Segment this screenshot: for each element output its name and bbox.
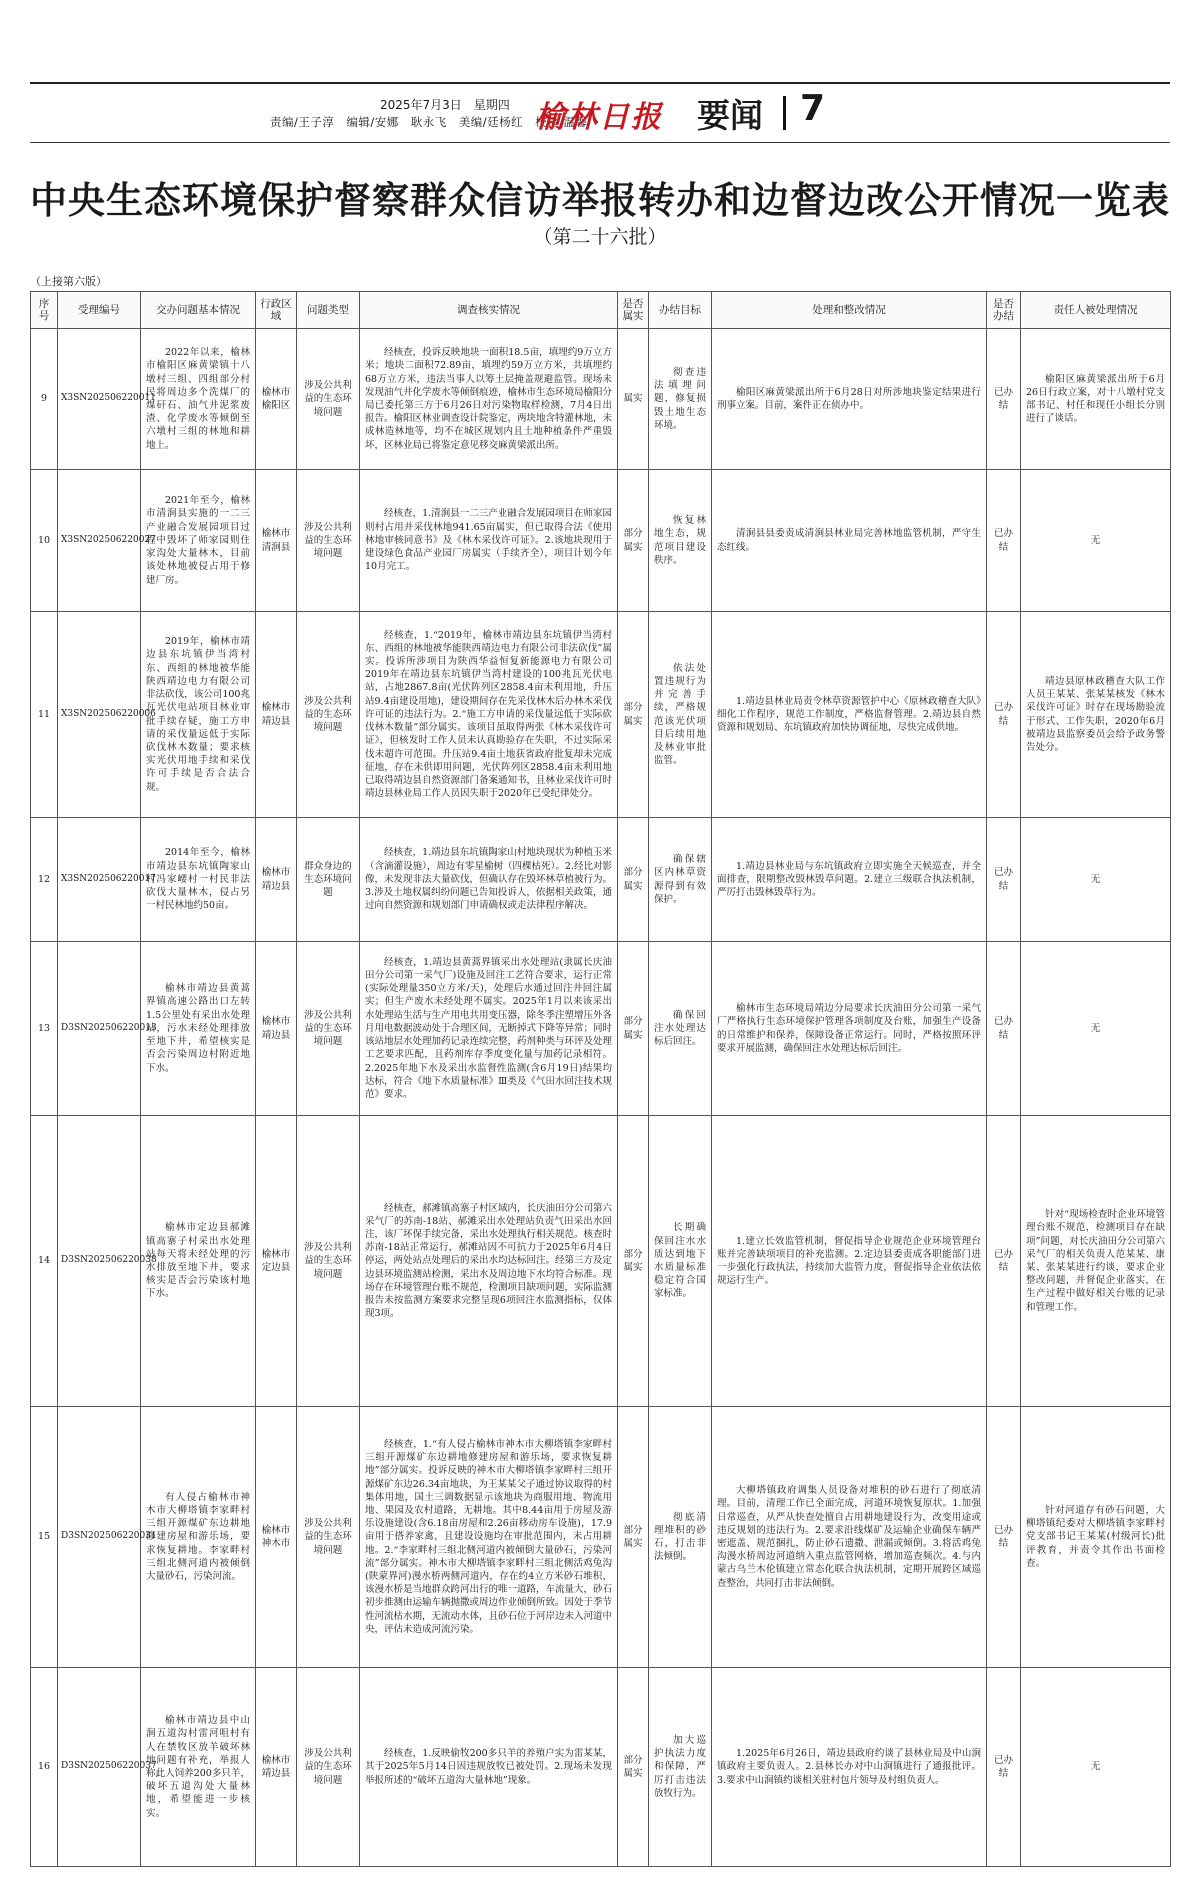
- cell-investigation: 经核查，郝滩镇高寨子村区域内，长庆油田分公司第六采气厂的苏南-18站、郝滩采出水处理站负责气田采出水回注，该厂坏保手续完备，采出水处理执行相关规范。核查时苏南-18站正常运行，郝滩站因不可抗力于2025年6月4日停运，两处站点处理后的采出水均达标回注。经第三方及定边县环境监测站检测，采出水及周边地下水均符合标准。现场存在环境管理台账不规范，检测项目缺项问题，实际监测报告未按监测方案要求完整呈现6项回注水监测指标，仅体现3项。: [360, 1116, 618, 1407]
- cell-investigation: 经核查，1.“2019年，榆林市靖边县东坑镇伊当湾村东、西组的林地被华能陕西靖边电力有限公司非法砍伐”属实。投诉所涉项目为陕西华益恒复新能源电力有限公司2019年在靖边县东坑镇伊当湾村建设的100兆瓦光伏电站，占地2867.8亩(光伏阵列区2858.4亩未利用地，升压站9.4亩建设用地)，建设期间存在先采伐林木后办林木采伐许可证的违法行为。2.“施工方申请的采伐量远低于实际砍伐林木数量”部分属实。该项目虽取得两张《林木采伐许可证》，但核发时工作人员未认真勘验存在失职，不过实际采伐未超许可范围。升压站9.4亩土地获省政府批复却未完成征地，存在未供即用问题，光伏阵列区2858.4亩未利用地已取得靖边县自然资源部门备案通知书，且林业采伐许可时靖边县林业局工作人员因失职于2020年已受纪律处分。: [360, 612, 618, 818]
- petition-table: [30, 291, 1171, 1867]
- table-row: [31, 1116, 1171, 1407]
- header-verified: 是否属实: [618, 292, 649, 329]
- cell-code: D3SN202506220031: [58, 1407, 141, 1668]
- cell-code: X3SN202506220027: [58, 470, 141, 612]
- cell-no: 14: [31, 1116, 58, 1407]
- cell-issue: 有人侵占榆林市神木市大柳塔镇李家畔村三组开源煤矿东边耕地修建房屋和游乐场，要求恢复耕地。李家畔村三组北侧河道内被倾倒大量砂石，污染河流。: [141, 1407, 256, 1668]
- masthead-bottom-rule: [30, 142, 1170, 143]
- cell-goal: 长期确保回注水水质达到地下水质量标准稳定符合国家标准。: [649, 1116, 712, 1407]
- cell-accountability: 针对“现场检查时企业环境管理台账不规范，检测项目存在缺项”问题，对长庆油田分公司第六采气厂的相关负责人范某某、康某、张某某进行约谈，要求企业整改问题，并督促企业落实，在生产过程中做好相关台账的记录和管理工作。: [1021, 1116, 1171, 1407]
- table-row: [31, 470, 1171, 612]
- cell-type: 涉及公共利益的生态环境问题: [297, 470, 360, 612]
- cell-accountability: 无: [1021, 470, 1171, 612]
- cell-region: 榆林市靖边县: [256, 1668, 297, 1867]
- page-title: 中央生态环境保护督察群众信访举报转办和边督边改公开情况一览表: [30, 179, 1170, 222]
- cell-no: 9: [31, 329, 58, 470]
- cell-accountability: 靖边县原林政稽查大队工作人员王某某、张某某核发《林木采伐许可证》时存在现场勘验流于形式、工作失职，2020年6月被靖边县监察委员会给予政务警告处分。: [1021, 612, 1171, 818]
- cell-no: 15: [31, 1407, 58, 1668]
- cell-closed: 已办结: [987, 818, 1021, 942]
- page-number: 7: [800, 88, 826, 129]
- cell-investigation: 经核查，1.清涧县一二三产业融合发展园项目在师家园则村占用并采伐林地941.65亩属实，但已取得合法《使用林地审核同意书》及《林木采伐许可证》。2.该地块现用于建设绿色食品产业园厂房属实（手续齐全），项目计划今年10月完工。: [360, 470, 618, 612]
- cell-closed: 已办结: [987, 470, 1021, 612]
- cell-goal: 彻底清理堆积的砂石，打击非法倾倒。: [649, 1407, 712, 1668]
- header-type: 问题类型: [297, 292, 360, 329]
- cell-no: 11: [31, 612, 58, 818]
- cell-type: 涉及公共利益的生态环境问题: [297, 1668, 360, 1867]
- cell-verified: 部分属实: [618, 1116, 649, 1407]
- cell-type: 涉及公共利益的生态环境问题: [297, 1407, 360, 1668]
- newspaper-logo: 榆林日报: [535, 100, 663, 135]
- cell-goal: 确保回注水处理达标后回注。: [649, 942, 712, 1116]
- cell-verified: 部分属实: [618, 1407, 649, 1668]
- cell-handling: 1.2025年6月26日，靖边县政府约谈了县林业局及中山涧镇政府主要负责人。2.县林长办对中山涧镇进行了通报批评。3.要求中山涧镇约谈相关驻村包片领导及村组负责人。: [712, 1668, 987, 1867]
- cell-region: 榆林市神木市: [256, 1407, 297, 1668]
- cell-region: 榆林市靖边县: [256, 818, 297, 942]
- cell-code: D3SN202506220013: [58, 942, 141, 1116]
- header-no: 序号: [31, 292, 58, 329]
- cell-handling: 1.靖边县林业局与东坑镇政府立即实施全天候巡查，并全面排查，限期整改毁林毁草问题。2.建立三级联合执法机制，严厉打击毁林毁草行为。: [712, 818, 987, 942]
- cell-accountability: 无: [1021, 818, 1171, 942]
- cell-verified: 部分属实: [618, 470, 649, 612]
- table-row: [31, 1407, 1171, 1668]
- cell-closed: 已办结: [987, 1668, 1021, 1867]
- newspaper-page: [30, 0, 1170, 1903]
- cell-region: 榆林市榆阳区: [256, 329, 297, 470]
- cell-region: 榆林市靖边县: [256, 612, 297, 818]
- table-row: [31, 818, 1171, 942]
- cell-code: X3SN202506220011: [58, 329, 141, 470]
- header-region: 行政区域: [256, 292, 297, 329]
- header-code: 受理编号: [58, 292, 141, 329]
- cell-verified: 部分属实: [618, 1668, 649, 1867]
- cell-code: X3SN202506220017: [58, 818, 141, 942]
- header-goal: 办结目标: [649, 292, 712, 329]
- cell-issue: 2021年至今，榆林市清涧县实施的一二三产业融合发展园项目过程中毁坏了师家园则住家沟处大量林木，目前该处林地被侵占用于修建厂房。: [141, 470, 256, 612]
- header-handling: 处理和整改情况: [712, 292, 987, 329]
- cell-investigation: 经核查，投诉反映地块一面积18.5亩，填埋约9万立方米；地块二面积72.89亩，填埋约59万立方米，共填埋约68万立方米，违法当事人以筹土层掩盖规避监管。现场未发现油气井化学废水等倾倒痕迹，榆林市生态环境局榆阳分局已委托第三方于6月26日对污染物取样检测，7月4日出报告。榆阳区林业调查设计院鉴定，两块地含特灌林地，未成林造林地等，均不在城区规划内且土地种植条件严重毁坏，区林业局已将鉴定意见移交麻黄梁派出所。: [360, 329, 618, 470]
- cell-investigation: 经核查，1.反映偷牧200多只羊的养殖户实为雷某某，其于2025年5月14日因违规放牧已被处罚。2.现场未发现举报所述的“破坏五道沟大量林地”现象。: [360, 1668, 618, 1867]
- cell-accountability: 榆阳区麻黄梁派出所于6月26日行政立案，对十八墩村党支部书记、村任和现任小组长分别进行了谈话。: [1021, 329, 1171, 470]
- cell-goal: 依法处置违规行为并完善手续，严格规范该光伏项目后续用地及林业审批监管。: [649, 612, 712, 818]
- cell-issue: 榆林市靖边县黄蒿界镇高速公路出口左转1.5公里处有采出水处理站，污水未经处理排放至地下井，希望核实是否会污染周边村附近地下水。: [141, 942, 256, 1116]
- cell-code: X3SN202506220006: [58, 612, 141, 818]
- cell-investigation: 经核查，1.“有人侵占榆林市神木市大柳塔镇李家畔村三组开源煤矿东边耕地修建房屋和游乐场，要求恢复耕地”部分属实。投诉反映的神木市大柳塔镇李家畔村三组开源煤矿东边26.34亩地块，为王某某父子通过协议取得的村集体用地，国土三调数据显示该地块为商服用地、物流用地、果园及农村道路，无耕地。其中8.44亩用于房屋及游乐设施建设(含6.18亩房屋和2.26亩移动房车设施)，17.9亩用于搭养家禽，且建设设施均在审批范围内，未占用耕地。2.“李家畔村三组北侧河道内被倾倒大量砂石，污染河流”部分属实。神木市大柳塔镇李家畔村三组北侧活鸡兔沟(陕蒙界河)漫水桥两侧河道内，存在约4立方米砂石堆积，该漫水桥是当地群众跨河出行的唯一道路，车流量大，砂石初步推测由运输车辆抛撒或周边作业倾倒所致。因处于季节性河流枯水期，无流动水体，且砂石位于河岸边未入河道中央，评估未造成河流污染。: [360, 1407, 618, 1668]
- cell-handling: 榆阳区麻黄梁派出所于6月28日对所涉地块鉴定结果进行刑事立案。目前，案件正在侦办中。: [712, 329, 987, 470]
- masthead-date: 2025年7月3日 星期四: [380, 98, 510, 112]
- cell-handling: 大柳塔镇政府调集人员设备对堆积的砂石进行了彻底清理。目前，清理工作已全面完成，河道环境恢复原状。1.加强日常巡查，从严从快查处擅自占用耕地建设行为，改变用途或违反规划的违法行为。2.要求沿线煤矿及运输企业确保车辆严密遮盖、规范捆扎，防止砂石遗撒、泄漏或倾倒。3.将活鸡兔沟漫水桥周边河道纳入重点监管网格，增加巡查频次。4.与内蒙古乌兰木伦镇建立常态化联合执法机制，定期开展跨区域巡查整治，共同打击非法倾倒。: [712, 1407, 987, 1668]
- cell-closed: 已办结: [987, 942, 1021, 1116]
- cell-type: 涉及公共利益的生态环境问题: [297, 1116, 360, 1407]
- cell-accountability: 无: [1021, 1668, 1171, 1867]
- cell-issue: 2019年，榆林市靖边县东坑镇伊当湾村东、西组的林地被华能陕西靖边电力有限公司非法砍伐，该公司100兆瓦光伏电站项目林业审批手续存疑，施工方申请的采伐量远低于实际砍伐林木数量；要求核实光伏用地手续和采伐许可手续是否合法合规。: [141, 612, 256, 818]
- cell-type: 涉及公共利益的生态环境问题: [297, 329, 360, 470]
- cell-goal: 确保辖区内林草资源得到有效保护。: [649, 818, 712, 942]
- cell-closed: 已办结: [987, 1407, 1021, 1668]
- cell-type: 群众身边的生态环境问题: [297, 818, 360, 942]
- table-row: [31, 329, 1171, 470]
- cell-verified: 部分属实: [618, 942, 649, 1116]
- cell-investigation: 经核查，1.靖边县黄蒿界镇采出水处理站(隶属长庆油田分公司第一采气厂)设施及回注工艺符合要求，运行正常(实际处理量350立方米/天)，处理后水通过回注井回注属实；但生产废水未经处理不属实。2025年1月以来该采出水处理站生活与生产用电共用变压器，除冬季注塑增压外各月用电数据波动处于合理区间，无断掉式下降等异常；同时该站地层水处理加药记录连续完整，药剂种类与环评及处理工艺要求匹配，且药剂库存季度变化量与加药记录相符。2.2025年地下水及采出水监督性监测(含6月19日)结果均达标，符合《地下水质量标准》Ⅲ类及《气田水回注技术规范》要求。: [360, 942, 618, 1116]
- cell-handling: 1.靖边县林业局责令林草资源管护中心《原林政稽查大队》细化工作程序，规范工作制度，严格监督管理。2.靖边县自然资源和规划局、东坑镇政府加快协调征地，尽快完成供地。: [712, 612, 987, 818]
- header-closed: 是否办结: [987, 292, 1021, 329]
- cell-verified: 属实: [618, 329, 649, 470]
- masthead-credits: 责编/王子淳 编辑/安娜 耿永飞 美编/廷杨红 校检/温馨: [270, 115, 588, 129]
- cell-verified: 部分属实: [618, 612, 649, 818]
- cell-verified: 部分属实: [618, 818, 649, 942]
- cell-type: 涉及公共利益的生态环境问题: [297, 612, 360, 818]
- cell-no: 12: [31, 818, 58, 942]
- cell-accountability: 针对河道存有砂石问题，大柳塔镇纪委对大柳塔镇李家畔村党支部书记王某某(村级河长)批评教育，并责令其作出书面检查。: [1021, 1407, 1171, 1668]
- cell-no: 16: [31, 1668, 58, 1867]
- masthead-top-rule: [30, 82, 1170, 84]
- cell-goal: 彻查违法填埋问题，修复损毁土地生态环境。: [649, 329, 712, 470]
- cell-closed: 已办结: [987, 329, 1021, 470]
- cell-type: 涉及公共利益的生态环境问题: [297, 942, 360, 1116]
- continued-note: （上接第六版）: [30, 275, 107, 288]
- page-subtitle: （第二十六批）: [533, 226, 667, 248]
- header-accountability: 责任人被处理情况: [1021, 292, 1171, 329]
- cell-handling: 榆林市生态环境局靖边分局要求长庆油田分公司第一采气厂严格执行生态环境保护管理各项制度及台账，加强生产设备的日常维护和保养，保障设备正常运行。同时，严格按照环评要求开展监测，确保回注水处理达标后回注。: [712, 942, 987, 1116]
- header-issue: 交办问题基本情况: [141, 292, 256, 329]
- cell-issue: 榆林市定边县郝滩镇高寨子村采出水处理站每天将未经处理的污水排放至地下井，要求核实是否会污染该村地下水。: [141, 1116, 256, 1407]
- cell-investigation: 经核查，1.靖边县东坑镇陶家山村地块现状为种植玉米（含滴灌设施），周边有零星榆树（四棵枯死）。2.经比对影像，未发现非法大量砍伐，但确认存在毁坏林草植被行为。3.涉及土地权属纠纷问题已告知投诉人，依据相关政策，通过向自然资源和规划部门申请确权或走法律程序解决。: [360, 818, 618, 942]
- cell-region: 榆林市清涧县: [256, 470, 297, 612]
- cell-no: 10: [31, 470, 58, 612]
- cell-goal: 加大巡护执法力度和保障，严厉打击违法放牧行为。: [649, 1668, 712, 1867]
- cell-no: 13: [31, 942, 58, 1116]
- cell-handling: 清涧县县委责成清涧县林业局完善林地监管机制，严守生态红线。: [712, 470, 987, 612]
- cell-region: 榆林市定边县: [256, 1116, 297, 1407]
- cell-code: D3SN202506220038: [58, 1116, 141, 1407]
- header-investigation: 调查核实情况: [360, 292, 618, 329]
- cell-code: D3SN202506220037: [58, 1668, 141, 1867]
- cell-goal: 恢复林地生态，规范项目建设秩序。: [649, 470, 712, 612]
- cell-issue: 2014年至今，榆林市靖边县东坑镇陶家山村冯家崾村一村民非法砍伐大量林木，侵占另一村民林地约50亩。: [141, 818, 256, 942]
- masthead-divider: [783, 96, 786, 130]
- cell-region: 榆林市靖边县: [256, 942, 297, 1116]
- cell-issue: 榆林市靖边县中山涧五道沟村雷河咀村有人在禁牧区放羊破坏林地问题有补充，举报人称此人饲养200多只羊，破坏五道沟处大量林地，希望能进一步核实。: [141, 1668, 256, 1867]
- table-row: [31, 612, 1171, 818]
- cell-closed: 已办结: [987, 1116, 1021, 1407]
- cell-issue: 2022年以来，榆林市榆阳区麻黄梁镇十八墩村三组、四组部分村民将周边多个洗煤厂的煤矸石、油气井泥浆废渣、化学废水等倾倒至六墩村三组的林地和耕地上。: [141, 329, 256, 470]
- cell-accountability: 无: [1021, 942, 1171, 1116]
- table-header-row: [31, 292, 1171, 329]
- table-row: [31, 1668, 1171, 1867]
- section-name: 要闻: [697, 96, 763, 135]
- table-row: [31, 942, 1171, 1116]
- cell-closed: 已办结: [987, 612, 1021, 818]
- cell-handling: 1.建立长效监管机制，督促指导企业规范企业环境管理台账并完善缺项项目的补充监测。2.定边县委责成各职能部门进一步强化行政执法，持续加大监管力度，督促指导企业依法依规运行生产。: [712, 1116, 987, 1407]
